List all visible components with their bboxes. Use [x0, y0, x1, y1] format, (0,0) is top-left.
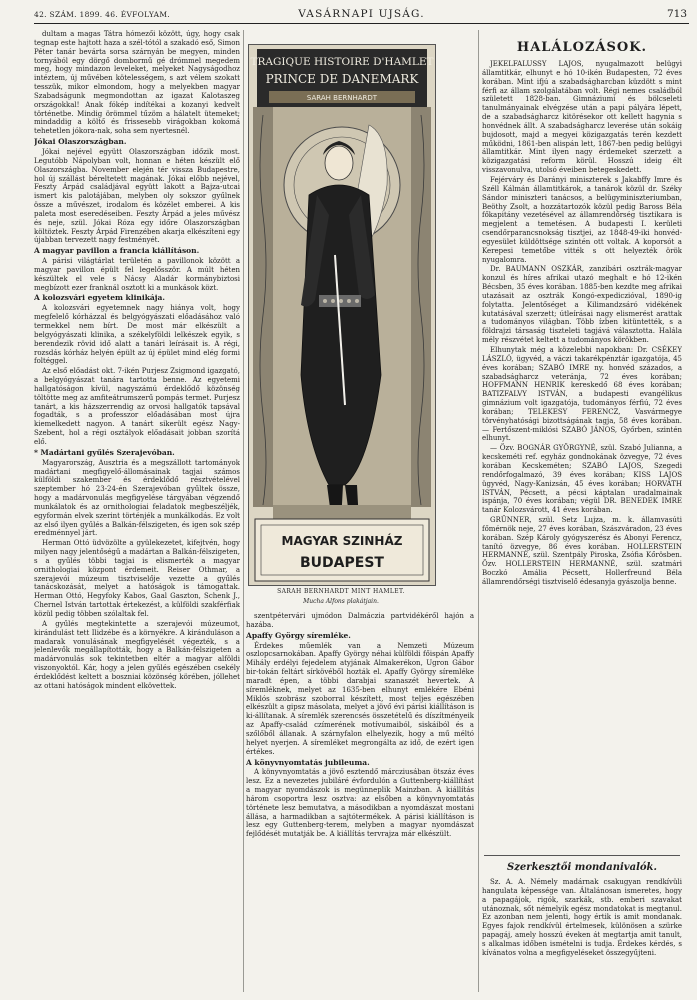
deaths-column	[482, 60, 682, 850]
column-divider-right	[478, 30, 479, 992]
newspaper-title: VASÁRNAPI UJSÁG.	[298, 8, 425, 20]
poster-city: BUDAPEST	[300, 555, 384, 571]
obituary-paragraph: Elhunytak még a közelebbi napokban: Dr. CSÉKEY LÁSZLÓ, ügyvéd, a váczi takarékpénztár igazgatója, 45 éves korában; SZABÓ IMRE ny. honvéd százados, a szabadságharcz veteránja, 72 éves korában; HOFFMANN HENRIK kereskedő 68 éves korában; BATIZFALVY ISTVÁN, a budapesti evangélikus gimnázium volt igazgatója, tudományos férfiú, 72 éves korában; TELEKESY FERENCZ, Vasvármegye törvényhatósági bizottságának tagja, 58 éves korában. — Fertőszent-miklósi SZABÓ JÁNOS, Győrben, szintén elhunyt.	[482, 346, 682, 443]
article-paragraph: A könyvnyomtatás a jövő esztendő márcziusában ötszáz éves lesz. Ez a nevezetes jubiláré évfordulón a Guttenberg-kiállítást a magyar nyomdászok is megünneplik Mainzban. A kiállítás három csoportra lesz osztva: az elsőben a könyvnyomtatás története lesz bemutatva, a másodikban a nyomdászat mostani állása, a harmadikban a sajtótermékek. A párisi kiállításon is lesz egy Guttenberg-terem, melyben a magyar nyomdászat fejlődését mutatják be. A kiállítás tervrajza már elkészült.	[246, 768, 474, 839]
obituary-paragraph: Fejérváry és Darányi miniszterek s Jakabffy Imre és Széll Kálmán államtitkárok, a tanárok közül dr. Széky Sándor miniszteri tanácsos, a belügyminiszteriumban, Beöthy Zsolt, a hozzátartozók közül pedig Baross Béla főkapitány vezetésével az államrendőrség tisztikara is megjelent a temetésen. A budapesti I. kerületi csendőrparancsnokság tisztjei, az 1848-49-iki honvéd-egyesület küldöttsége szintén ott voltak. A koporsót a Kerepesi temetőbe vitték s ott helyezték örök nyugalomra.	[482, 175, 682, 264]
page-number: 713	[666, 8, 687, 20]
article-paragraph: Jókai nejével együtt Olaszországban időzik most. Legutóbb Nápolyban volt, honnan e héten készült elő Olaszországba. November elején tér vissza Budapestre, hol új szállást béreltetett magának. Jókai előbb nejével, Feszty Árpád családjával együtt lakott a Bajza-utcai ismert kis palotájában, melyben oly sokszor gyűlnek össze a művészet, irodalom és közélet emberei. A kis paleta most eseredéseiben. Feszty Árpád a jeles művész és neje, szül. Jókai Róza egy időre Olaszországban költöztek. Feszty Árpád Firenzében akarja elkészíteni egy újabban tervezett nagy festményét.	[34, 147, 240, 245]
illustration-credit: Mucha Alfons plakátjain.	[303, 598, 379, 605]
obituary-paragraph: — Özv. BOGNÁR GYÖRGYNÉ, szül. Szabó Julianna, a kecskeméti ref. egyház gondnokának özvegye, 72 éves korában Kecskeméten; SZABÓ LAJOS, Szegedi rendőrfogalmazó, 39 éves korában; KISS LAJOS ügyvéd, Nagy-Kanizsán, 45 éves korában; HORVÁTH ISTVÁN, Pécsett, a pécsi káptalan uradalmainak ispánja, 70 éves korában; végül DR. BENEDEK IMRE tanár Kolozsvárott, 41 éves korában.	[482, 444, 682, 515]
editor-paragraph: Sz. A. A. Némely madárnak csakugyan rendkívüli hangulata képessége van. Általánosan ismeretes, hogy a papagájok, rigók, szarkák, stb. emberi szavakat utánoznak, sőt némelyik egész mondatokat is megtanul. Ez azonban nem jelenti, hogy értik is amit mondanak. Egyes fajok rendkívül értelmesek, különösen a szürke papagáj, amely hosszú éveken át megtartja amit tanult, s alkalmas időben ismételni is tudja. Érdekes kérdés, s kívánatos volna a megfigyeléseket összegyűjteni.	[482, 878, 682, 957]
hamlet-poster-illustration	[248, 44, 436, 586]
article-paragraph: A párisi világtárlat területén a pavillonok között a magyar pavillon épült fel legelősször. A múlt héten készültek el vele s Nácsy Aladár kormánybiztosi megbízott ezer franknál osztott ki a munkások közt.	[34, 257, 240, 292]
editor-column	[482, 878, 682, 992]
article-paragraph: Magyarország, Ausztria és a megszállott tartományok madártani megfigyelő-állomásainak tagjai számos külföldi szakember és érdeklődő résztvételével szeptember hó 23-24-én Szerajevóban gyűltek össze, hogy a madárvonulás megfigyelése tárgyában végzendő munkálatok és az ornithologiai feladatok megbeszéljék, egyformán elvek szerint történjék a munkálkodás. Ez volt az első ilyen gyűlés a Balkán-félszigeten, és igen sok szép eredménnyel járt.	[34, 458, 240, 538]
poster-artwork	[249, 45, 435, 585]
poster-actress: SARAH BERNHARDT	[306, 94, 378, 102]
column-divider-left	[243, 30, 244, 992]
editor-section-title: Szerkesztői mondanivalók.	[507, 862, 657, 873]
poster-title-line1: TRAGIQUE HISTOIRE D'HAMLET	[250, 56, 434, 68]
article-paragraph: Herman Ottó üdvözölte a gyülekezetet, kifejtvén, hogy milyen nagy jelentőségű a madártan a Balkán-félszigeten, s a gyűlés többi tagjai is elismerték a magyar ornithologiai központ érdemeit. Reiser Othmar, a szerajevói múzeum tisztviselője vezette a gyűlés tanácskozását, melyet a hatóságok is támogattak. Herman Ottó, Hegyfoky Kabos, Gaal Gaszton, Schenk J., Chernel István tartottak értekezést, a külföldi szakférfiak közül pedig többen szólaltak fel.	[34, 539, 240, 618]
article-heading: Apaffy György síremléke.	[246, 630, 351, 640]
editor-section-rule	[484, 855, 680, 856]
obituary-paragraph: Dr. BAUMANN OSZKÁR, zanzibári osztrák-magyar konzul és híres afrikai utazó meghalt e hó 12-ikén Bécsben, 35 éves korában. 1885-ben kezdte meg afrikai utazásait az osztrák Kongó-expediczióval, 1890-ig folytatta. Jelentőséget a Kilimandzsáró vidékének kutatásával szerzett; útleírásai nagy elismerést arattak a tudományos világban. Több ízben kitüntették, s a földrajzi társaság tiszteleti tagjává választotta. Halála mély részvétet keltett a tudományos körökben.	[482, 265, 682, 345]
article-paragraph: Érdekes műemlék van a Nemzeti Múzeum oszlopcsarnokában. Apaffy György néhai külföldi főispán Apaffy Mihály erdélyi fejedelem atyjának Almakerékon, Ugron Gábor bir-tokán feltárt sírkövéből hozták el. Apaffy György síremléke maradt épen, a többi darabjai szanaszét hevertek. A síremléknek, melyet az 1635-ben elhunyt emlékére Ebéni Miklós szobrász szoborral készített, most teljes egészében elkészült a gipsz másolata, melyet a jövő évi párisi kiállításon is ki-állítanak. A síremlék szerencsés összetételű és díszítményeik az Apaffy-család czímerének motívumaiból, siskáiból és a szőlőből állanak. A szárnyfalon elhelyezik, hogy a mű méltó helyet nyerjen. A síremléket megrongálta az idő, de ezért igen értékes.	[246, 641, 474, 756]
center-column	[246, 612, 474, 992]
obituary-paragraph: JEKELFALUSSY LAJOS, nyugalmazott belügyi államtitkár, elhunyt e hó 10-ikén Budapesten, 72 éves korában. Mint ifjú a szabadságharcban küzdött s mint férfi az állam szolgálatában volt. Régi nemes családból született 1828-ban. Gimnáziumi és bölcseleti tanulmányainak elvégzése után a papi pályára lépett, de a szabadságharcz kitörésekor ott kellett hagynia s honvédnek állt. A szabadságharcz leverése után sokáig bujdosott, majd a megyei közigazgatás terén kezdett működni, 1861-ben alispán lett, 1867-ben pedig belügyi államtitkár. Mint ilyen nagy érdemeket szerzett a közigazgatási reform körül. Hosszú ideig élt visszavonulva, utolsó éveiben betegeskedett.	[482, 60, 682, 175]
article-heading: A magyar pavillon a francia kiállításon.	[34, 246, 200, 256]
article-paragraph: Az első előadást okt. 7-ikén Purjesz Zsigmond igazgató, a belgyógyászat tanára tartotta benne. Az egyetemi hallgatóságon kívül, nagyszámú érdeklődő közönség töltötte meg az amfiteátrumszerű pompás termet. Purjesz tanárt, a kis házszerrendig az orvosi hallgatók tapsával fogadták, s a professzor előadásában most újra kiemelkedett nagyon. A tanárt sikerült egész Nagy-Szebent, hol a régi osztályok előadásait jobban szorítá elő.	[34, 367, 240, 446]
poster-theatre-name: MAGYAR SZINHÁZ	[281, 534, 403, 548]
article-paragraph: szentpétervári ujmódon Dalmáczia partvidékéről hajón a hazába.	[246, 612, 474, 629]
deaths-section-title: HALÁLOZÁSOK.	[516, 40, 648, 55]
illustration-caption: SARAH BERNHARDT MINT HAMLET.	[277, 588, 405, 595]
article-heading: Jókai Olaszországban.	[34, 137, 127, 147]
obituary-paragraph: GRÜNNER, szül. Setz Lujza, m. k. államvasúti főmérnök neje, 27 éves korában, Szászváradon, 23 éves korában. Szép Károly gyógyszerész és Abonyi Ferencz, tanító özvegye, 86 éves korában. HOLLERSTEIN HERMANNÉ, szül. Szentpály Piroska, Zsófia Kőrösben. Özv. HOLLERSTEIN HERMANNÉ, szül. szatmári Boczkó Amália Pécsett, Hollerfreund Béla államrendőrségi tisztviselő édesanyja gyászolja benne.	[482, 516, 682, 586]
article-paragraph: dultam a magas Tátra hómezői között, úgy, hogy csak tegnap este hajtott haza a szél-tótól a szakadó eső, Simon Péter tanár bevárta sorsa szárnyán be megyen, minden tornyából egy dörgő dombormű gé drómmel megedem meg, hogy mindazon leveleket, melyeket Nagyságodhoz intéztem, új művében kötelességem, s azt vélem szokatt tesszük, mikor elmondom, hogy a melyekben magyar Szabadságunk megmondottan az igazat Kalotaszeg országokkal! Anak fókép indítékai a kozanyi kedvelt történetbe. Mindig örömmel tűzöm a hálatelt ütemeket; mindaddig a költő és frissesebb virágokban kokomá tehetetlen jókora-nak, soha sem nyertesnél.	[34, 30, 240, 136]
article-heading: A könyvnyomtatás jubileuma.	[246, 757, 370, 767]
article-heading: A kolozsvári egyetem klinikája.	[34, 293, 165, 303]
article-paragraph: A gyűlés megtekintette a szerajevói múzeumot, kirándulást tett Ilidzébe és a környékre. A kiránduláson a madarak vonulásának megfigyelését végezték, s a jelenlevők megállapították, hogy a Balkán-félszigeten a madárvonulás sok tekintetben eltér a magyar alföldi viszonyoktól. Kár, hogy a jelen gyűlés egészében csekély érdeklődést keltett a boszniai közönség körében, jóllehet az ottani hatóságok mindent elkövettek.	[34, 619, 240, 690]
article-heading: * Madártani gyűlés Szerajevóban.	[34, 447, 175, 457]
header-rule	[34, 23, 689, 24]
article-paragraph: A kolozsvári egyetemnek nagy hiánya volt, hogy megfelelő kórházzal és belgyógyászati előadásához való termekkel nem bírt. De most már elkészült a belgyógyászati klinika, a székelyföldi lelkészek egyik, s berendezik rövid idő alatt a tanári leírásait is. A régi, rozsdás kórház helyén épült az új épület mind elég formi foltéggel.	[34, 304, 240, 366]
poster-title-line2: PRINCE DE DANEMARK	[265, 72, 419, 86]
issue-info: 42. SZÁM. 1899. 46. ÉVFOLYAM.	[34, 10, 170, 19]
left-column	[34, 30, 240, 992]
page-header	[34, 8, 689, 22]
